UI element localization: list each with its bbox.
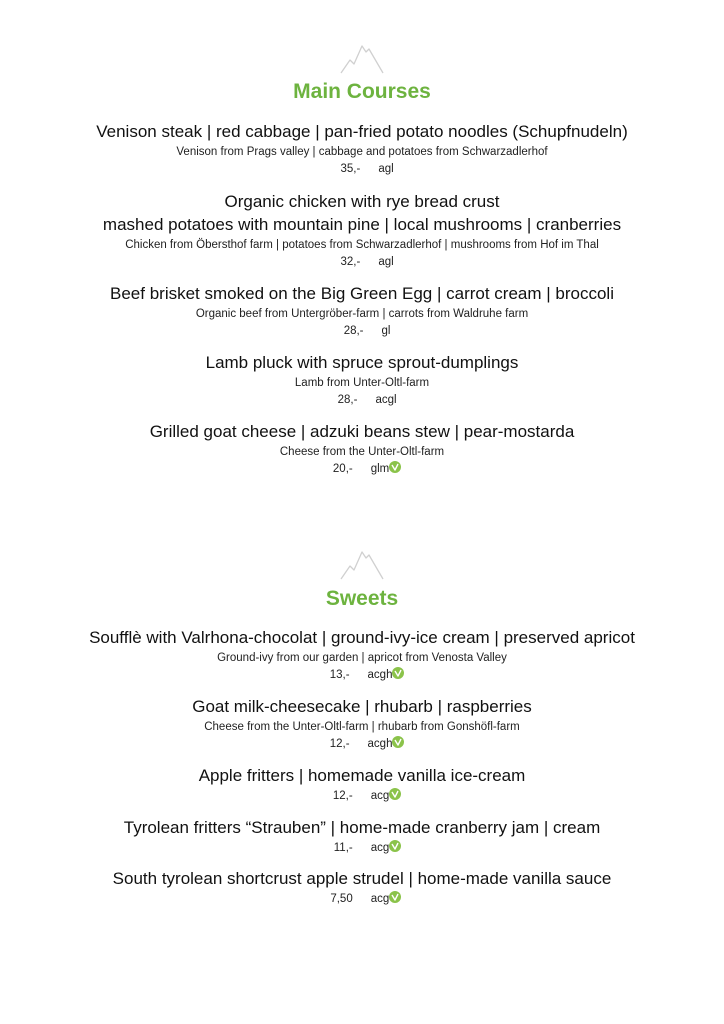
- menu-item-souffle: [0, 626, 724, 683]
- dish-price: 11,-: [333, 842, 353, 854]
- dish-name: Goat milk-cheesecake | rhubarb | raspberries: [192, 697, 532, 716]
- allergen-codes: gl: [381, 325, 391, 337]
- allergen-text: acg: [370, 790, 390, 802]
- allergen-codes: [368, 736, 405, 752]
- menu-item-chicken: [0, 190, 724, 270]
- allergen-text: acgh: [367, 738, 393, 750]
- price-row: [0, 161, 724, 177]
- allergen-codes: agl: [378, 163, 394, 175]
- dish-price: 12,-: [329, 738, 350, 750]
- mountain-icon: [340, 40, 384, 74]
- price-row: [0, 461, 724, 477]
- dish-price: 7,50: [330, 893, 353, 905]
- allergen-text: acg: [370, 893, 390, 905]
- price-row: [0, 323, 724, 339]
- allergen-codes: acgl: [375, 394, 397, 406]
- allergen-codes: [371, 788, 402, 804]
- menu-item-strauben: [0, 816, 724, 856]
- dish-name: Apple fritters | homemade vanilla ice-cream: [198, 766, 526, 785]
- dish-price: 35,-: [340, 163, 361, 175]
- dish-origin: Organic beef from Untergröber-farm | carrots from Waldruhe farm: [195, 308, 529, 320]
- allergen-codes: [368, 667, 405, 683]
- menu-item-beef: [0, 282, 724, 339]
- price-row: [0, 840, 724, 856]
- allergen-codes: [371, 891, 402, 907]
- dish-name: Soufflè with Valrhona-chocolat | ground-ivy-ice cream | preserved apricot: [89, 628, 635, 647]
- dish-price: 28,-: [343, 325, 364, 337]
- menu-item-venison: [0, 120, 724, 177]
- dish-name: Organic chicken with rye bread crust: [224, 192, 500, 211]
- price-row: [0, 736, 724, 752]
- section-title-main-courses: Main Courses: [293, 80, 431, 103]
- dish-price: 12,-: [332, 790, 353, 802]
- vegetarian-icon: [392, 667, 404, 679]
- price-row: [0, 392, 724, 408]
- price-row: [0, 667, 724, 683]
- dish-origin: Cheese from the Unter-Oltl-farm | rhubarb from Gonshöfl-farm: [204, 721, 520, 733]
- dish-name: Venison steak | red cabbage | pan-fried potato noodles (Schupfnudeln): [96, 122, 628, 141]
- price-row: [0, 788, 724, 804]
- vegetarian-icon: [392, 736, 404, 748]
- vegetarian-icon: [389, 461, 401, 473]
- dish-name: Lamb pluck with spruce sprout-dumplings: [205, 353, 519, 372]
- dish-price: 13,-: [329, 669, 350, 681]
- dish-name: South tyrolean shortcrust apple strudel | home-made vanilla sauce: [112, 869, 612, 888]
- dish-origin: Chicken from Öbersthof farm | potatoes from Schwarzadlerhof | mushrooms from Hof im Thal: [125, 239, 599, 251]
- allergen-codes: agl: [378, 256, 394, 268]
- section-title-sweets: Sweets: [325, 587, 399, 610]
- dish-name-line2: mashed potatoes with mountain pine | local mushrooms | cranberries: [102, 215, 622, 234]
- vegetarian-icon: [389, 840, 401, 852]
- menu-item-goat-cheese: [0, 420, 724, 477]
- allergen-text: glm: [370, 463, 390, 475]
- dish-price: 20,-: [332, 463, 353, 475]
- vegetarian-icon: [389, 891, 401, 903]
- dish-price: 28,-: [337, 394, 358, 406]
- dish-origin: Venison from Prags valley | cabbage and potatoes from Schwarzadlerhof: [176, 146, 548, 158]
- mountain-icon: [340, 546, 384, 580]
- dish-name: Beef brisket smoked on the Big Green Egg | carrot cream | broccoli: [110, 284, 614, 303]
- allergen-text: acg: [370, 842, 390, 854]
- dish-origin: Cheese from the Unter-Oltl-farm: [279, 446, 445, 458]
- dish-name: Tyrolean fritters “Strauben” | home-made cranberry jam | cream: [123, 818, 601, 837]
- menu-item-apple-fritters: [0, 764, 724, 804]
- dish-origin: Lamb from Unter-Oltl-farm: [294, 377, 430, 389]
- allergen-codes: [371, 840, 402, 856]
- allergen-text: acgh: [367, 669, 393, 681]
- allergen-codes: [371, 461, 402, 477]
- dish-price: 32,-: [340, 256, 361, 268]
- vegetarian-icon: [389, 788, 401, 800]
- dish-name: Grilled goat cheese | adzuki beans stew | pear-mostarda: [149, 422, 575, 441]
- menu-item-lamb: [0, 351, 724, 408]
- menu-item-apple-strudel: [0, 867, 724, 907]
- menu-item-cheesecake: [0, 695, 724, 752]
- price-row: [0, 254, 724, 270]
- price-row: [0, 891, 724, 907]
- dish-origin: Ground-ivy from our garden | apricot from Venosta Valley: [217, 652, 507, 664]
